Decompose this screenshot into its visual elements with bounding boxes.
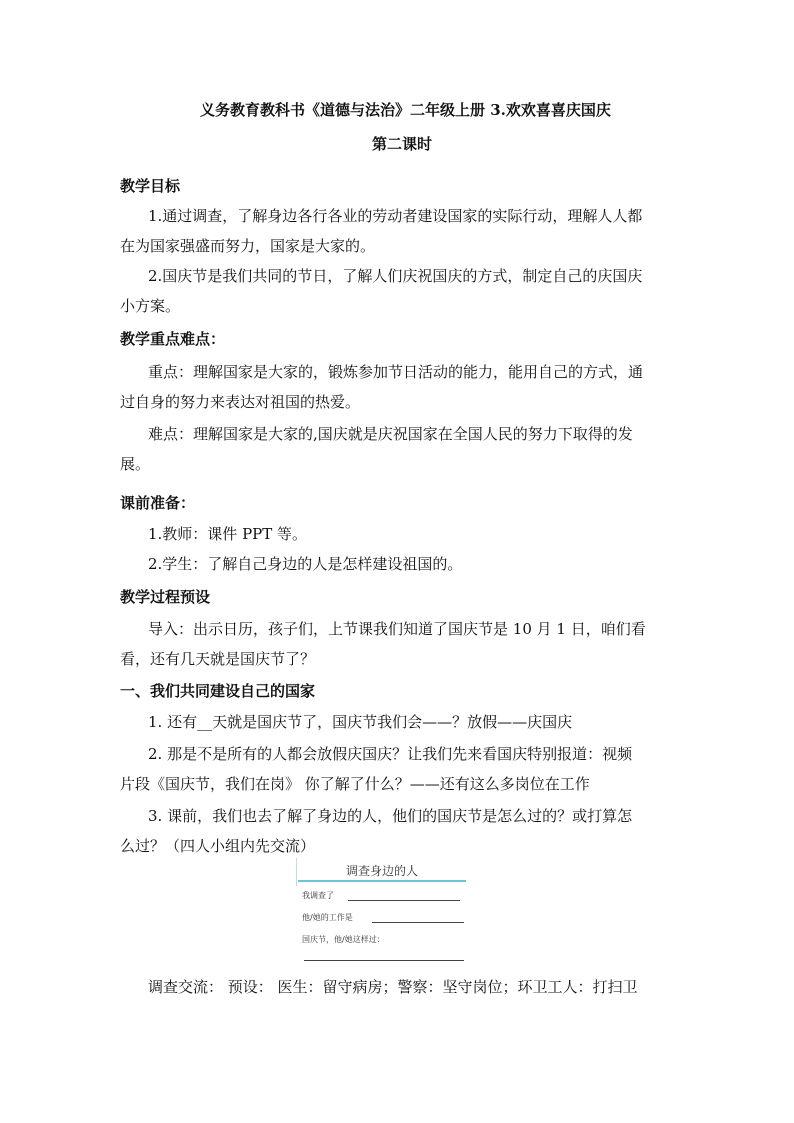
- objective-2-line-2: 小方案。: [120, 297, 181, 315]
- difficulty-line-1: 难点：理解国家是大家的,国庆就是庆祝国家在全国人民的努力下取得的发: [148, 425, 633, 443]
- survey-form-title: 调查身边的人: [345, 864, 418, 878]
- key-point-line-1: 重点：理解国家是大家的，锻炼参加节日活动的能力，能用自己的方式，通: [148, 363, 644, 381]
- form-row-surveyed: 我调查了: [302, 891, 334, 900]
- form-row-holiday: 国庆节，他/她这样过：: [302, 935, 385, 944]
- step-3-line-2: 么过？（四人小组内先交流）: [120, 837, 316, 855]
- preparation-teacher: 1.教师：课件 PPT 等。: [148, 525, 308, 543]
- intro-line-1: 导入：出示日历，孩子们，上节课我们知道了国庆节是 10 月 1 日，咱们看: [148, 620, 646, 638]
- objective-1-line-2: 在为国家强盛而努力，国家是大家的。: [120, 237, 376, 255]
- survey-exchange-line: 调查交流： 预设： 医生：留守病房；警察：坚守岗位；环卫工人：打扫卫: [148, 978, 638, 996]
- step-1: 1. 还有__天就是国庆节了，国庆节我们会——？放假——庆国庆: [148, 713, 573, 731]
- intro-line-2: 看，还有几天就是国庆节了？: [120, 650, 316, 668]
- preparation-heading: 课前准备：: [120, 494, 196, 512]
- process-heading: 教学过程预设: [120, 588, 211, 606]
- form-blank-2: [372, 922, 464, 923]
- form-row-job: 他/她的工作是: [302, 913, 353, 922]
- form-blank-3: [304, 960, 464, 961]
- key-points-heading: 教学重点难点：: [120, 330, 226, 348]
- difficulty-line-2: 展。: [120, 455, 151, 473]
- step-3-line-1: 3. 课前，我们也去了解了身边的人，他们的国庆节是怎么过的？或打算怎: [148, 807, 633, 825]
- preparation-student: 2.学生：了解自己身边的人是怎样建设祖国的。: [148, 555, 463, 573]
- objectives-heading: 教学目标: [120, 177, 181, 195]
- section-1-heading: 一、我们共同建设自己的国家: [120, 682, 316, 700]
- document-title: 义务教育教科书《道德与法治》二年级上册 3.欢欢喜喜庆国庆: [200, 101, 611, 119]
- objective-2-line-1: 2.国庆节是我们共同的节日，了解人们庆祝国庆的方式，制定自己的庆国庆: [148, 267, 643, 285]
- survey-form-image: [296, 858, 468, 968]
- step-2-line-1: 2. 那是不是所有的人都会放假庆国庆？让我们先来看国庆特别报道：视频: [148, 745, 633, 763]
- step-2-line-2: 片段《国庆节，我们在岗》 你了解了什么？——还有这么多岗位在工作: [120, 775, 590, 793]
- objective-1-line-1: 1.通过调查，了解身边各行各业的劳动者建设国家的实际行动，理解人人都: [148, 207, 643, 225]
- key-point-line-2: 过自身的努力来表达对祖国的热爱。: [120, 393, 361, 411]
- form-title-rule: [298, 880, 466, 882]
- form-blank-1: [348, 900, 460, 901]
- lesson-period: 第二课时: [372, 135, 433, 153]
